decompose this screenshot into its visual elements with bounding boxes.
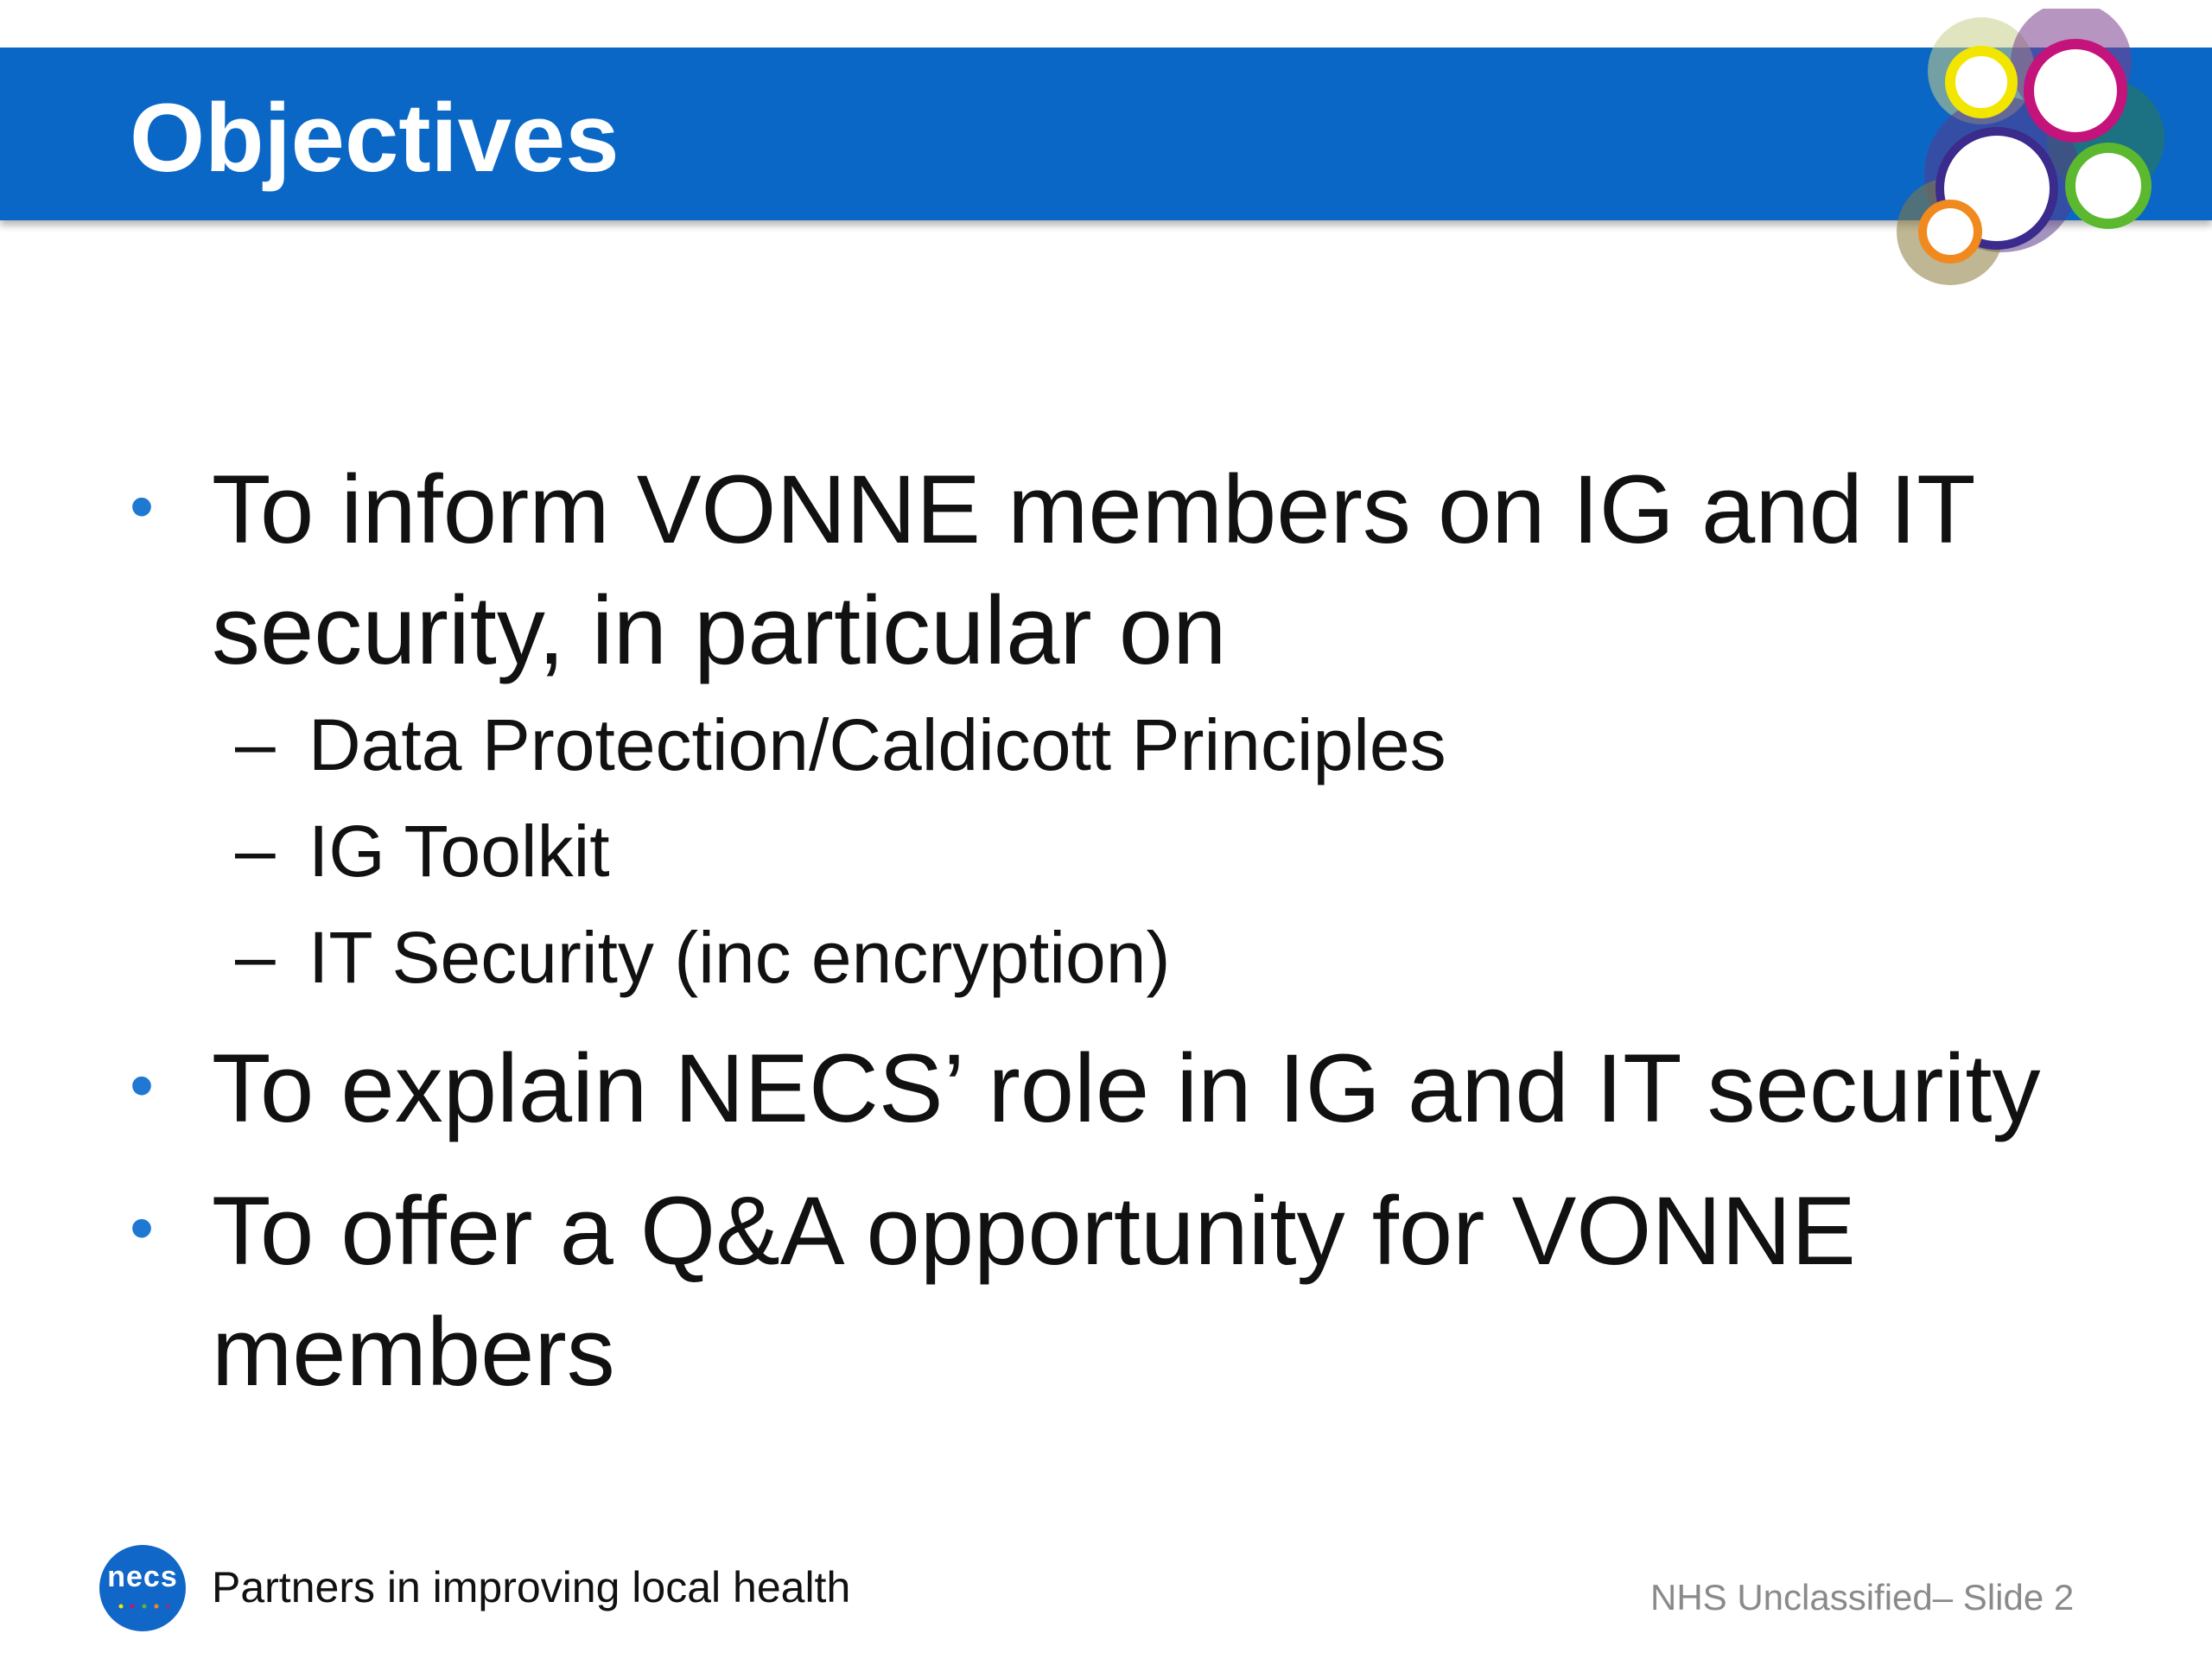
bullet-text: To offer a Q&A opportunity for VONNE members — [212, 1177, 1856, 1406]
sub-bullet-text: IG Toolkit — [308, 810, 610, 892]
sub-bullet-text: Data Protection/Caldicott Principles — [308, 704, 1446, 785]
slide-title: Objectives — [130, 84, 620, 192]
footer-tagline: Partners in improving local health — [212, 1563, 851, 1611]
sub-bullet-dash: – — [235, 915, 276, 996]
sub-bullet-text: IT Security (inc encryption) — [308, 917, 1171, 998]
necs-logo-text: necs — [107, 1560, 178, 1593]
logo-dots-icon — [118, 1604, 170, 1609]
bullet-dot: • — [130, 1189, 155, 1266]
sub-bullet-dash: – — [235, 809, 276, 890]
bullet-dot: • — [130, 467, 155, 544]
slide-number: NHS Unclassified– Slide 2 — [1650, 1577, 2075, 1618]
bullet-text: To explain NECS’ role in IG and IT security — [212, 1034, 2041, 1142]
necs-logo-icon — [99, 1545, 186, 1631]
bullet-dot: • — [130, 1046, 155, 1123]
bullet-text: To inform VONNE members on IG and IT security, in particular on — [212, 455, 1974, 684]
sub-bullet-dash: – — [235, 702, 276, 784]
